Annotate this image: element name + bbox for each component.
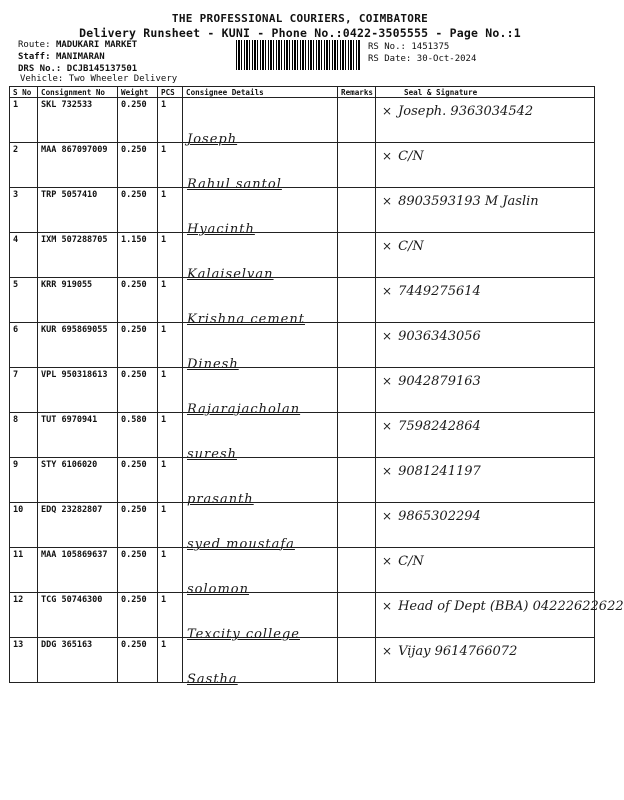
weight-cell: 0.580 — [118, 413, 158, 458]
signature-text — [382, 104, 533, 119]
table-row — [10, 413, 595, 458]
col-signature: Seal & Signature — [376, 87, 595, 98]
consignment-cell: KUR 695869055 — [38, 323, 118, 368]
consignee-name: syed moustafa — [187, 537, 295, 552]
rs-no-value: 1451375 — [411, 42, 450, 52]
signature-text — [382, 419, 481, 434]
table-row — [10, 323, 595, 368]
vehicle-label: Vehicle: — [20, 74, 64, 84]
signature-cell — [376, 323, 595, 368]
weight-cell: 0.250 — [118, 368, 158, 413]
runsheet-title: Delivery Runsheet - KUNI - Phone No.:0422-3505555 - Page No.:1 — [79, 26, 521, 40]
signature-cell — [376, 278, 595, 323]
remarks-cell — [338, 233, 376, 278]
table-row — [10, 593, 595, 638]
col-pcs: PCS — [158, 87, 183, 98]
weight-cell: 0.250 — [118, 503, 158, 548]
consignment-cell: EDQ 23282807 — [38, 503, 118, 548]
tick-mark: × — [382, 239, 393, 253]
consignee-cell — [183, 458, 338, 507]
consignment-cell: VPL 950318613 — [38, 368, 118, 413]
tick-mark: × — [382, 599, 393, 613]
remarks-cell — [338, 503, 376, 548]
remarks-cell — [338, 548, 376, 593]
signature-value: C/N — [398, 239, 424, 254]
barcode — [236, 40, 360, 70]
tick-mark: × — [382, 104, 393, 118]
signature-value: C/N — [398, 149, 424, 164]
pcs-cell: 1 — [158, 548, 183, 593]
consignee-name: Kalaiselvan — [187, 267, 274, 282]
col-remarks: Remarks — [338, 87, 376, 98]
consignee-name: Texcity college — [187, 627, 300, 642]
pcs-cell: 1 — [158, 278, 183, 323]
pcs-cell: 1 — [158, 188, 183, 233]
remarks-cell — [338, 143, 376, 188]
remarks-cell — [338, 188, 376, 233]
signature-text — [382, 374, 481, 389]
consignment-cell: TCG 50746300 — [38, 593, 118, 638]
weight-cell: 0.250 — [118, 98, 158, 143]
tick-mark: × — [382, 149, 393, 163]
tick-mark: × — [382, 644, 393, 658]
tick-mark: × — [382, 284, 393, 298]
sno-cell: 13 — [10, 638, 38, 683]
consignment-cell: IXM 507288705 — [38, 233, 118, 278]
sno-cell: 5 — [10, 278, 38, 323]
table-row — [10, 188, 595, 233]
signature-value: 9036343056 — [398, 329, 481, 344]
signature-value: 7449275614 — [398, 284, 481, 299]
consignee-cell — [183, 413, 338, 462]
signature-cell — [376, 593, 624, 638]
signature-value: Joseph. 9363034542 — [398, 104, 534, 119]
company-title: THE PROFESSIONAL COURIERS, COIMBATORE — [171, 12, 429, 25]
signature-text — [382, 464, 481, 479]
route-value: MADUKARI MARKET — [55, 40, 138, 50]
rs-date-label: RS Date: — [368, 54, 412, 64]
remarks-cell — [338, 278, 376, 323]
table-row — [10, 638, 595, 683]
weight-cell: 0.250 — [118, 323, 158, 368]
sno-cell: 10 — [10, 503, 38, 548]
consignee-cell — [183, 323, 338, 372]
signature-value: 9081241197 — [398, 464, 481, 479]
signature-cell — [376, 548, 595, 593]
consignee-name: Sastha — [187, 672, 238, 687]
sno-cell: 12 — [10, 593, 38, 638]
weight-cell: 0.250 — [118, 278, 158, 323]
weight-cell: 0.250 — [118, 593, 158, 638]
tick-mark: × — [382, 509, 393, 523]
signature-cell — [376, 233, 595, 278]
tick-mark: × — [382, 374, 393, 388]
consignment-cell: SKL 732533 — [38, 98, 118, 143]
tick-mark: × — [382, 419, 393, 433]
signature-value: 7598242864 — [398, 419, 481, 434]
sno-cell: 3 — [10, 188, 38, 233]
table-row — [10, 98, 595, 143]
staff-value: MANIMARAN — [55, 52, 105, 62]
consignment-cell: STY 6106020 — [38, 458, 118, 503]
signature-cell — [376, 458, 595, 503]
pcs-cell: 1 — [158, 143, 183, 188]
remarks-cell — [338, 368, 376, 413]
consignee-cell — [183, 548, 338, 597]
consignee-cell — [183, 143, 338, 192]
consignee-name: Hyacinth — [187, 222, 255, 237]
table-row — [10, 278, 595, 323]
consignee-name: Dinesh — [187, 357, 239, 372]
signature-value: Head of Dept (BBA) 04222622622 — [398, 599, 624, 614]
pcs-cell: 1 — [158, 233, 183, 278]
rs-no-label: RS No.: — [368, 42, 406, 52]
tick-mark: × — [382, 554, 393, 568]
runsheet-table — [9, 86, 624, 687]
pcs-cell: 1 — [158, 413, 183, 458]
sno-cell: 2 — [10, 143, 38, 188]
consignee-cell — [183, 638, 338, 687]
signature-text — [382, 599, 624, 614]
table-row — [10, 233, 595, 278]
route-label: Route: — [18, 40, 51, 50]
weight-cell: 1.150 — [118, 233, 158, 278]
sno-cell: 4 — [10, 233, 38, 278]
drs-value: DCJB145137501 — [66, 64, 138, 74]
remarks-cell — [338, 593, 376, 638]
consignee-name: Joseph — [187, 132, 238, 147]
signature-cell — [376, 638, 595, 683]
signature-text — [382, 239, 424, 254]
consignee-cell — [183, 233, 338, 282]
signature-cell — [376, 143, 595, 188]
col-weight: Weight — [118, 87, 158, 98]
weight-cell: 0.250 — [118, 638, 158, 683]
consignment-cell: MAA 867097009 — [38, 143, 118, 188]
signature-text — [382, 284, 481, 299]
signature-text — [382, 329, 481, 344]
table-row — [10, 503, 595, 548]
remarks-cell — [338, 638, 376, 683]
col-sno: S No — [10, 87, 38, 98]
signature-text — [382, 194, 539, 209]
pcs-cell: 1 — [158, 503, 183, 548]
consignee-cell — [183, 503, 338, 552]
consignee-name: solomon — [187, 582, 250, 597]
col-consignment: Consignment No — [38, 87, 118, 98]
signature-cell — [376, 98, 595, 143]
signature-text — [382, 644, 517, 659]
remarks-cell — [338, 98, 376, 143]
pcs-cell: 1 — [158, 593, 183, 638]
signature-value: C/N — [398, 554, 424, 569]
table-row — [10, 368, 595, 413]
weight-cell: 0.250 — [118, 548, 158, 593]
vehicle-value: Two Wheeler Delivery — [68, 74, 178, 84]
pcs-cell: 1 — [158, 368, 183, 413]
weight-cell: 0.250 — [118, 143, 158, 188]
pcs-cell: 1 — [158, 638, 183, 683]
sno-cell: 8 — [10, 413, 38, 458]
consignee-name: prasanth — [187, 492, 254, 507]
signature-value: 9042879163 — [398, 374, 481, 389]
tick-mark: × — [382, 329, 393, 343]
consignment-cell: MAA 105869637 — [38, 548, 118, 593]
consignee-cell — [183, 188, 338, 237]
sno-cell: 6 — [10, 323, 38, 368]
signature-value: 8903593193 M Jaslin — [398, 194, 539, 209]
signature-cell — [376, 368, 595, 413]
rs-no-line — [368, 42, 449, 52]
signature-cell — [376, 413, 595, 458]
drs-line — [18, 64, 137, 74]
consignment-cell: DDG 365163 — [38, 638, 118, 683]
sno-cell: 1 — [10, 98, 38, 143]
consignee-cell — [183, 278, 338, 327]
remarks-cell — [338, 323, 376, 368]
signature-cell — [376, 503, 595, 548]
staff-label: Staff: — [18, 52, 51, 62]
signature-text — [382, 554, 424, 569]
table-row — [10, 143, 595, 188]
signature-value: Vijay 9614766072 — [398, 644, 518, 659]
rs-date-value: 30-Oct-2024 — [416, 54, 477, 64]
consignment-cell: KRR 919055 — [38, 278, 118, 323]
tick-mark: × — [382, 194, 393, 208]
sno-cell: 9 — [10, 458, 38, 503]
consignee-name: Rajarajacholan — [187, 402, 301, 417]
vehicle-line — [20, 74, 177, 84]
remarks-cell — [338, 458, 376, 503]
route-line — [18, 40, 137, 50]
weight-cell: 0.250 — [118, 188, 158, 233]
consignment-cell: TRP 5057410 — [38, 188, 118, 233]
rs-date-line — [368, 54, 476, 64]
signature-cell — [376, 188, 595, 233]
consignee-name: Rahul santol — [187, 177, 282, 192]
table-header-row — [10, 87, 595, 98]
pcs-cell: 1 — [158, 323, 183, 368]
consignee-name: Krishna cement — [187, 312, 305, 327]
staff-line — [18, 52, 105, 62]
tick-mark: × — [382, 464, 393, 478]
sno-cell: 7 — [10, 368, 38, 413]
pcs-cell: 1 — [158, 458, 183, 503]
sno-cell: 11 — [10, 548, 38, 593]
consignment-cell: TUT 6970941 — [38, 413, 118, 458]
consignee-name: suresh — [187, 447, 237, 462]
table-row — [10, 548, 595, 593]
signature-text — [382, 149, 424, 164]
consignee-cell — [183, 98, 338, 147]
signature-value: 9865302294 — [398, 509, 481, 524]
signature-text — [382, 509, 481, 524]
weight-cell: 0.250 — [118, 458, 158, 503]
table-row — [10, 458, 595, 503]
pcs-cell: 1 — [158, 98, 183, 143]
consignee-cell — [183, 593, 338, 642]
consignee-cell — [183, 368, 338, 417]
remarks-cell — [338, 413, 376, 458]
drs-label: DRS No.: — [18, 64, 62, 74]
col-consignee: Consignee Details — [183, 87, 338, 98]
